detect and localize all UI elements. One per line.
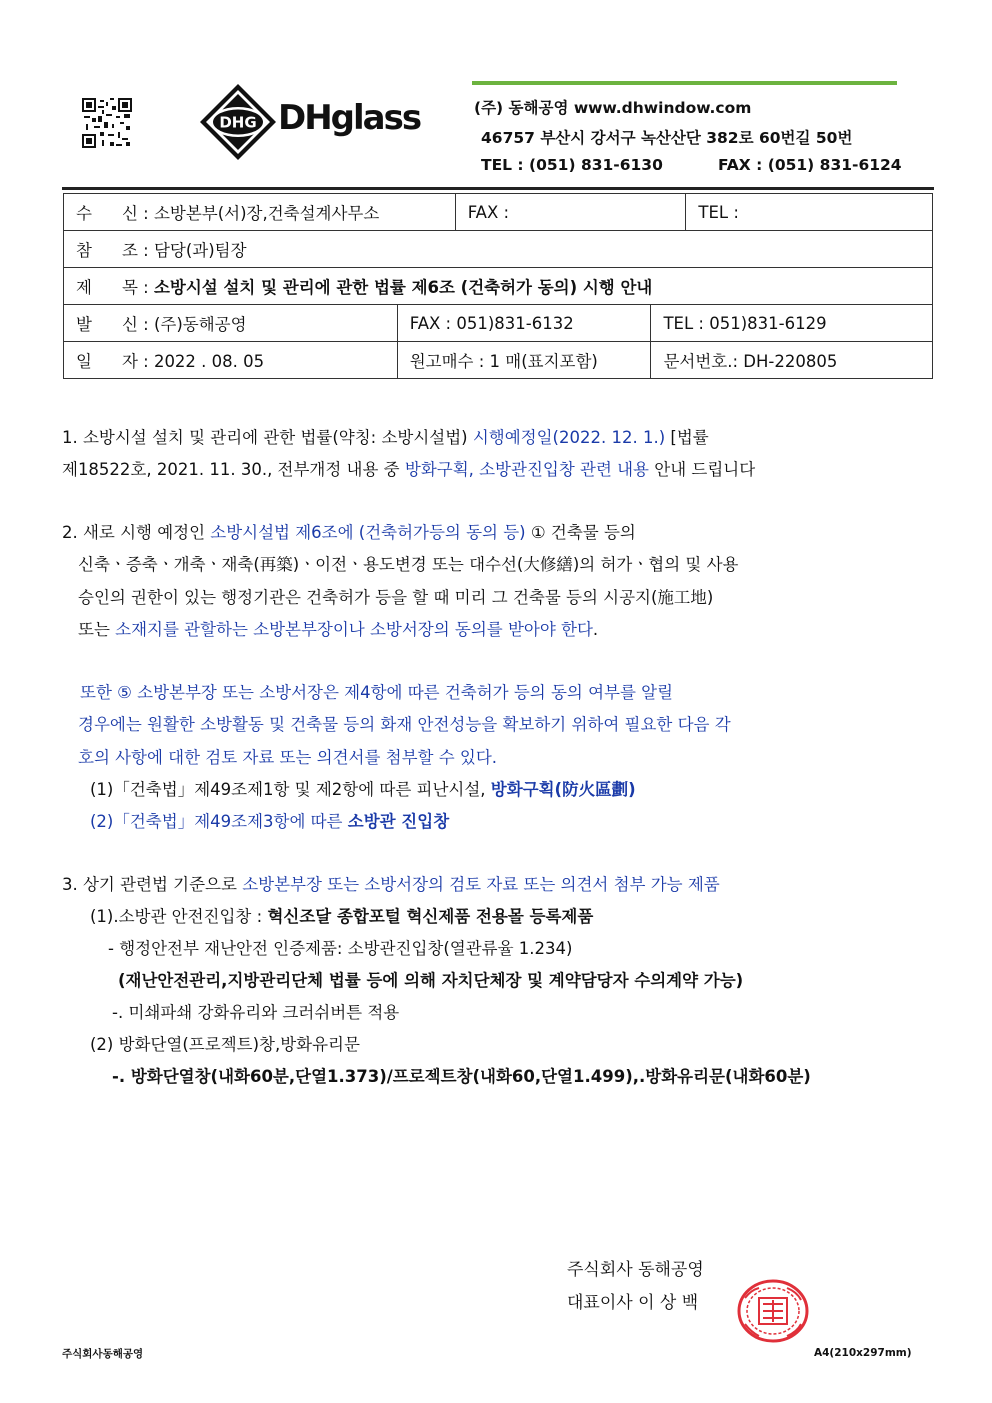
svg-text:DHG: DHG <box>219 113 257 132</box>
page-count: 원고매수 : 1 매(표지포함) <box>397 342 651 379</box>
footer-company: 주식회사동해공영 <box>62 1348 144 1360</box>
company-name: (주) 동해공영 www.dhwindow.com <box>474 99 752 117</box>
company-fax: FAX : (051) 831-6124 <box>718 156 902 174</box>
row-sender: 발 신 : (주)동해공영 FAX : 051)831-6132 TEL : 051)831-6129 <box>64 305 933 342</box>
company-tel: TEL : (051) 831-6130 <box>481 156 663 174</box>
para4-item1: (1).소방관 안전진입창 : 혁신조달 종합포털 혁신제품 전용몰 등록제품 <box>90 907 594 926</box>
para2-line1: 2. 새로 시행 예정인 소방시설법 제6조에 (건축허가등의 동의 등) ① 건축물 등의 <box>62 523 636 542</box>
company-address: 46757 부산시 강서구 녹산산단 382로 60번길 50번 <box>481 129 853 147</box>
row-subject: 제 목 : 소방시설 설치 및 관리에 관한 법률 제6조 (건축허가 동의) 시행 안내 <box>64 268 933 305</box>
para4-line1: 3. 상기 관련법 기준으로 소방본부장 또는 소방서장의 검토 자료 또는 의견서 첨부 가능 제품 <box>62 875 720 894</box>
logo-wordmark: DHglass <box>278 98 421 138</box>
row-reference: 참 조 : 담당(과)팀장 <box>64 231 933 268</box>
para1-line1: 1. 소방시설 설치 및 관리에 관한 법률(약칭: 소방시설법) 시행예정일(2022. 12. 1.) [법률 <box>62 428 709 447</box>
para2-line4: 또는 소재지를 관할하는 소방본부장이나 소방서장의 동의를 받아야 한다. <box>78 620 599 639</box>
signature-company: 주식회사 동해공영 <box>567 1260 704 1280</box>
para1-line2: 제18522호, 2021. 11. 30., 전부개정 내용 중 방화구획, 소방관진입창 관련 내용 안내 드립니다 <box>62 460 756 479</box>
para3-line2: 경우에는 원활한 소방활동 및 건축물 등의 화재 안전성능을 확보하기 위하여 필요한 다음 각 <box>78 715 731 734</box>
document-info-table <box>63 193 933 379</box>
company-seal-icon <box>735 1278 811 1344</box>
row-date: 일 자 : 2022 . 08. 05 원고매수 : 1 매(표지포함) 문서번호.: DH-220805 <box>64 342 933 379</box>
para2-line2: 신축ㆍ증축ㆍ개축ㆍ재축(再築)ㆍ이전ㆍ용도변경 또는 대수선(大修繕)의 허가ㆍ협의 및 사용 <box>78 555 739 574</box>
footer-paper-size: A4(210x297mm) <box>814 1347 912 1359</box>
para3-line1: 또한 ⑤ 소방본부장 또는 소방서장은 제4항에 따른 건축허가 등의 동의 여부를 알릴 <box>80 683 674 702</box>
para4-item1-glass: -. 미쇄파쇄 강화유리와 크러쉬버튼 적용 <box>112 1003 400 1022</box>
para4-item2: (2) 방화단열(프로젝트)창,방화유리문 <box>90 1035 360 1054</box>
recipient-tel: TEL : <box>686 194 933 231</box>
para4-item1-detail: - 행정안전부 재난안전 인증제품: 소방관진입창(열관류율 1.234) <box>108 939 573 958</box>
recipient-text: 신 : 소방본부(서)장,건축설계사무소 <box>121 204 380 223</box>
sender-text: 신 : (주)동해공영 <box>121 315 247 334</box>
row-recipient: 수 신 : 소방본부(서)장,건축설계사무소 FAX : TEL : <box>64 194 933 231</box>
header-accent-line <box>472 81 897 85</box>
document-number: 문서번호.: DH-220805 <box>651 342 933 379</box>
para3-line3: 호의 사항에 대한 검토 자료 또는 의견서를 첨부할 수 있다. <box>78 748 498 767</box>
dhg-logo-icon <box>198 82 278 162</box>
para2-line3: 승인의 권한이 있는 행정기관은 건축허가 등을 할 때 미리 그 건축물 등의 시공지(施工地) <box>78 588 714 607</box>
sender-fax: FAX : 051)831-6132 <box>397 305 651 342</box>
subject-text: 소방시설 설치 및 관리에 관한 법률 제6조 (건축허가 동의) 시행 안내 <box>153 278 653 297</box>
signature-ceo: 대표이사 이 상 백 <box>567 1293 699 1313</box>
para4-item1-note: (재난안전관리,지방관리단체 법률 등에 의해 자치단체장 및 계약담당자 수의계약 가능) <box>118 971 744 990</box>
para4-item2-detail: -. 방화단열창(내화60분,단열1.373)/프로젝트창(내화60,단열1.499),.방화유리문(내화60분) <box>112 1067 811 1086</box>
para3-item2: (2)「건축법」제49조제3항에 따른 소방관 진입창 <box>90 812 450 831</box>
recipient-fax: FAX : <box>455 194 686 231</box>
reference-text: 조 : 담당(과)팀장 <box>121 241 247 260</box>
para3-item1: (1)「건축법」제49조제1항 및 제2항에 따른 피난시설, 방화구획(防火區劃) <box>90 780 636 799</box>
qr-code <box>82 98 132 148</box>
header-divider <box>62 187 934 190</box>
sender-tel: TEL : 051)831-6129 <box>651 305 933 342</box>
date-text: 자 : 2022 . 08. 05 <box>121 352 265 371</box>
